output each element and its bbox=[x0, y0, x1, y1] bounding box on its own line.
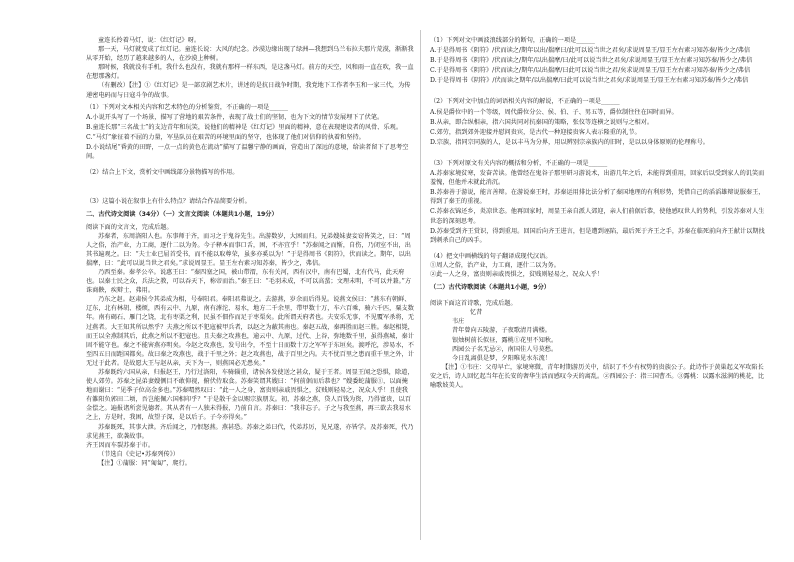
question-2-option-a: A.侯是爵位中的一个等级，周代爵位分公、侯、伯、子、男五等，爵位制往往在国时而异。 bbox=[430, 108, 678, 116]
right-column bbox=[430, 36, 768, 390]
question-2-option-c: C.郊劳，指到郊外迎接并慰问贵宾，是古代一种迎接贵客人表示隆重的礼节。 bbox=[430, 128, 641, 136]
translation-item: ②此一人之身，富贵则亲戚畏惧之，贫贱则轻易之，况众人乎！ bbox=[430, 270, 604, 278]
question-1-stem: （1）下列对文中画波浪线部分的断句，正确的一项是______ bbox=[430, 37, 595, 44]
poem-block bbox=[430, 308, 768, 363]
story-paragraph: 童连长拎着马灯，说：《红灯记》呀。 bbox=[98, 37, 201, 44]
classical-paragraph: 苏秦既约六国从亲，归报赵王，乃行过洛阳，车骑辎重，诸侯各发使送之甚众，疑于王者。周显王闻之恐惧，除道，使人郊劳。苏秦之昆弟妻嫂侧目不敢仰视，俯伏侍取食。苏秦笑谓其嫂曰：“何前倨而后恭也？”嫂委蛇蒲服①，以面掩地而谢曰：“见季子位高金多也。”苏秦喟然叹曰：“此一人之身，富贵则亲戚畏惧之，贫贱则轻易之，况众人乎！且使我有雒阳负郭田二顷，吾岂能佩六国相印乎？”于是散千金以赐宗族朋友。初，苏秦之燕，贷人百钱为资，乃得富贵，以百金偿之。遍报诸所尝见德者。其从者有一人独未得报，乃前自言。苏秦曰：“我非忘子。子之与我至燕，再三欲去我易水之上，方是时，我困，故望子深，是以后子。子今亦得矣。” bbox=[86, 369, 414, 422]
column-divider bbox=[420, 30, 421, 540]
poem-author: 韦庄 bbox=[452, 318, 465, 326]
poem-line: 银烛树前长似昼，露桃①花里不知秋。 bbox=[452, 336, 558, 344]
classical-paragraph: 齐王因而车裂苏秦于市。 bbox=[86, 441, 155, 449]
question-1-option-d: D.小说结尾“昏黄的田野，一点一点的黄色在流动”描写了温馨宁静的画面，营造出了深远的意境，给读者留下了思考空间。 bbox=[86, 144, 409, 161]
reading-instruction: 阅读下面这首诗歌，完成后题。 bbox=[430, 300, 517, 308]
question-2-stem: （2）结合上下文，赏析文中画线部分景物描写的作用。 bbox=[86, 169, 239, 177]
question-4-stem: （4）把文中画横线的句子翻译成现代汉语。 bbox=[430, 252, 552, 260]
annotation-note: 【注】①蒲服：同“匍匐”，爬行。 bbox=[98, 459, 191, 467]
question-3-option-c: C.苏秦衣锦还乡，炎凉世态。他再回家时，周显王亲自派人郊迎，亲人们前倨后恭，使他感叹世人的势利，引发苏秦对人生世态的深刻思考。 bbox=[430, 208, 765, 225]
story-paragraph: 那时候，我就没有手机，我什么也没有，我就有那样一样东西，是这盏马灯。前方的天空，风和雨一直在吹，我一直在想那盏灯。 bbox=[86, 64, 414, 81]
classical-paragraph: 乃西至秦。秦孝公卒。说惠王曰：“秦四塞之国，被山带渭，东有关河，西有汉中，南有巴蜀，北有代马，此天府也。以秦士民之众，兵法之教，可以吞天下，称帝而治。”秦王曰：“毛羽未成，不可以高蜚；文理未明，不可以并兼。”方诛商鞅，疾辩士，弗用。 bbox=[86, 268, 412, 295]
question-1-option-c: C.“马灯”象征着不屈的力量，军垦队员在艰苦的环境里面的坚守，也体现了他们对信仰的执着和坚持。 bbox=[86, 133, 365, 141]
question-3-option-b: B.苏秦善于游说，能言善辩。在游说秦王时，苏秦运用排比法分析了秦国地理的有利形势，凭借自己的滔滔雄辩说服秦王，得到了秦王的重视。 bbox=[430, 189, 765, 206]
question-2-stem: （2）下列对文中加点的词语相关内容的解说，不正确的一项是______ bbox=[430, 98, 620, 106]
source-citation: （节选自《史记•苏秦列传》） bbox=[98, 450, 179, 458]
question-1-stem: （1）下列对文本相关内容和艺术特色的分析鉴赏，不正确的一项是______ bbox=[86, 103, 288, 111]
story-paragraph: 那一天，马灯就变成了红灯记。童连长说：大风的纪念。沙漠边缘出现了绿洲—我想到乌兰布拉夫那片荒漠，渐渐我从零开始，经历了越来越多的人，在沙漠上种树。 bbox=[86, 46, 414, 63]
question-1-option-d: D.于是得周书《阴符》/伏而读之期年/以出揣摩/曰此可以说当世之君矣/求说周显王/显王左右素习知苏秦/皆少之/弗信 bbox=[430, 77, 749, 85]
translation-item: ①周人之俗，治产业，力工商，逐什二以为务。 bbox=[430, 261, 560, 269]
question-1-option-c: C.于是得周书《阴符》/伏而读之/期年/以出揣摩/曰此可以说当世之君/矣求说周显王/显王左右素习知苏秦/皆少之/弗信 bbox=[430, 67, 751, 75]
question-1-option-b: B.童连长那“三名战士”的支边青年和玩笑，说他们的精神是《红灯记》里面的精神，意在表现建设者的风骨、乐观。 bbox=[86, 123, 403, 131]
question-1-option-b: B.于是得周书《阴符》/伏而读之/期年/以出揣摩/曰/此可以说当世之君矣/求说周显王/显王左右素习知苏秦/皆少之/弗信 bbox=[430, 57, 753, 65]
question-3-stem: （3）这篇小说在叙事上有什么特点？请结合作品简要分析。 bbox=[86, 198, 251, 206]
poem-line: 西园公子名无忌②，南国佳人号莫愁。 bbox=[452, 345, 558, 353]
question-3-stem: （3）下列对原文有关内容的概括和分析，不正确的一项是______ bbox=[430, 159, 608, 167]
section-heading: （二）古代诗歌阅读（本题共1小题，9分） bbox=[430, 284, 550, 292]
question-3-option-d: D.苏秦受到齐王赏识，得到重用。回国后向齐王进言，但是遭到诬陷，最后死于齐王之手，苏秦在临死前向齐王献计以期找到刺杀自己的凶手。 bbox=[430, 227, 765, 244]
reading-instruction: 阅读下面的文言文，完成后题。 bbox=[86, 223, 173, 231]
question-2-option-b: B.从亲，即合纵相亲，指六国共同对抗秦国的策略，张仪等连横之说则与之相对。 bbox=[430, 118, 654, 126]
story-note: （有删改）【注】①《红灯记》是一部京剧艺术片，讲述的是抗日战争时期，我党地下工作者李玉和一家三代，为传递密电码而与日寇斗争的故事。 bbox=[86, 82, 411, 99]
classical-paragraph: 乃东之赵。赵肃侯令其弟成为相，号奉阳君。奉阳君弗说之。去游燕，岁余而后得见。说燕文侯曰：“燕东有朝鲜、辽东，北有林胡、楼烦，西有云中、九原，南有滹沱、易水，地方二千余里，带甲数十万，车六百乘，骑六千匹，粟支数年。南有碣石、雁门之饶，北有枣栗之利，民虽不佃作而足于枣栗矣。此所谓天府者也。夫安乐无事，不见覆军杀将，无过燕者。大王知其所以然乎？夫燕之所以不犯寇被甲兵者，以赵之为蔽其南也。秦赵五战，秦再胜而赵三胜。秦赵相毙，而王以全燕制其后，此燕之所以不犯寇也。且夫秦之攻燕也，逾云中、九原，过代、上谷，弥地数千里，虽得燕城，秦计固不能守也。秦之不能害燕亦明矣。今赵之攻燕也，发号出令，不至十日而数十万之军军于东垣矣。渡呼沱，涉易水，不至四五日而距国都矣。故曰秦之攻燕也，战于千里之外；赵之攻燕也，战于百里之内。夫不忧百里之患而重千里之外，计无过于此者。是故愿大王与赵从亲，天下为一，则燕国必无患矣。” bbox=[86, 296, 414, 367]
question-1-option-a: A.小说开头写了一个场景，描写了营地的艰苦条件，表现了战士们的坚韧，也为下文的情节发展埋下了伏笔。 bbox=[86, 113, 384, 121]
question-3-option-a: A.苏秦家境贫寒，发奋苦读。他曾经在鬼谷子那里研习游说术，出游几年之后，未能得到重用，回家后以受到家人的讥笑而羞愧，但他并未就此消沉。 bbox=[430, 170, 765, 187]
question-1-option-a: A.于是得周书《阴符》/伏而读之/期年以出/揣摩曰/此可以说当世之君矣/求说周显王/显王左右素习知苏秦/皆少之/弗信 bbox=[430, 47, 751, 55]
poem-title: 忆昔 bbox=[470, 309, 483, 317]
poem-line: 昔年曾向五陵游，子夜歌清月满楼。 bbox=[452, 327, 551, 335]
classical-paragraph: 苏秦既死，其事大泄。齐后闻之，乃恨怒燕。燕甚恐。苏秦之弟曰代，代弟苏厉，见兄遂，亦皆学。及苏秦死，代乃求见燕王，欲袭故事。 bbox=[86, 423, 414, 440]
section-heading: 二、古代诗文阅读（34分）（一）文言文阅读（本题共1小题，19分） bbox=[86, 211, 278, 219]
poem-annotation: 【注】①韦庄：父母早亡，家境寒微，青年时期游历关中，结识了不少有权势的贵族公子。此诗作于黄巢起义军攻陷长安之后，诗人回忆起当年在长安的奢华生活而感叹今天的离乱。②西园公子：指三国曹丕。③露桃：以露水滋润的桃花，比喻歌妓美人。 bbox=[430, 363, 765, 389]
question-2-option-d: D.宗族，指同宗同族的人，是以丰马为分界，用以辨别宗亲族内的旧时，是以以身体原则的伦理称号。 bbox=[430, 138, 709, 146]
poem-line: 今日乱离俱是梦，夕阳唯见水东流！ bbox=[452, 354, 551, 362]
classical-paragraph: 苏秦者，东周洛阳人也。东事师于齐，而习之于鬼谷先生。出游数岁，大困而归。兄弟嫂妹妻妾窃皆笑之，曰：“周人之俗，治产业，力工商，逐什二以为务。今子释本而事口舌，困，不亦宜乎！”苏秦闻之而惭，自伤，乃闭室不出，出其书遍观之。曰：“夫士业已屈首受书，而不能以取尊荣，虽多亦奚以为！”于是得周书《阴符》，伏而读之。期年，以出揣摩，曰：“此可以说当世之君矣。”求说周显王。显王左右素习知苏秦，皆少之，弗信。 bbox=[86, 232, 411, 267]
left-column bbox=[86, 36, 414, 468]
